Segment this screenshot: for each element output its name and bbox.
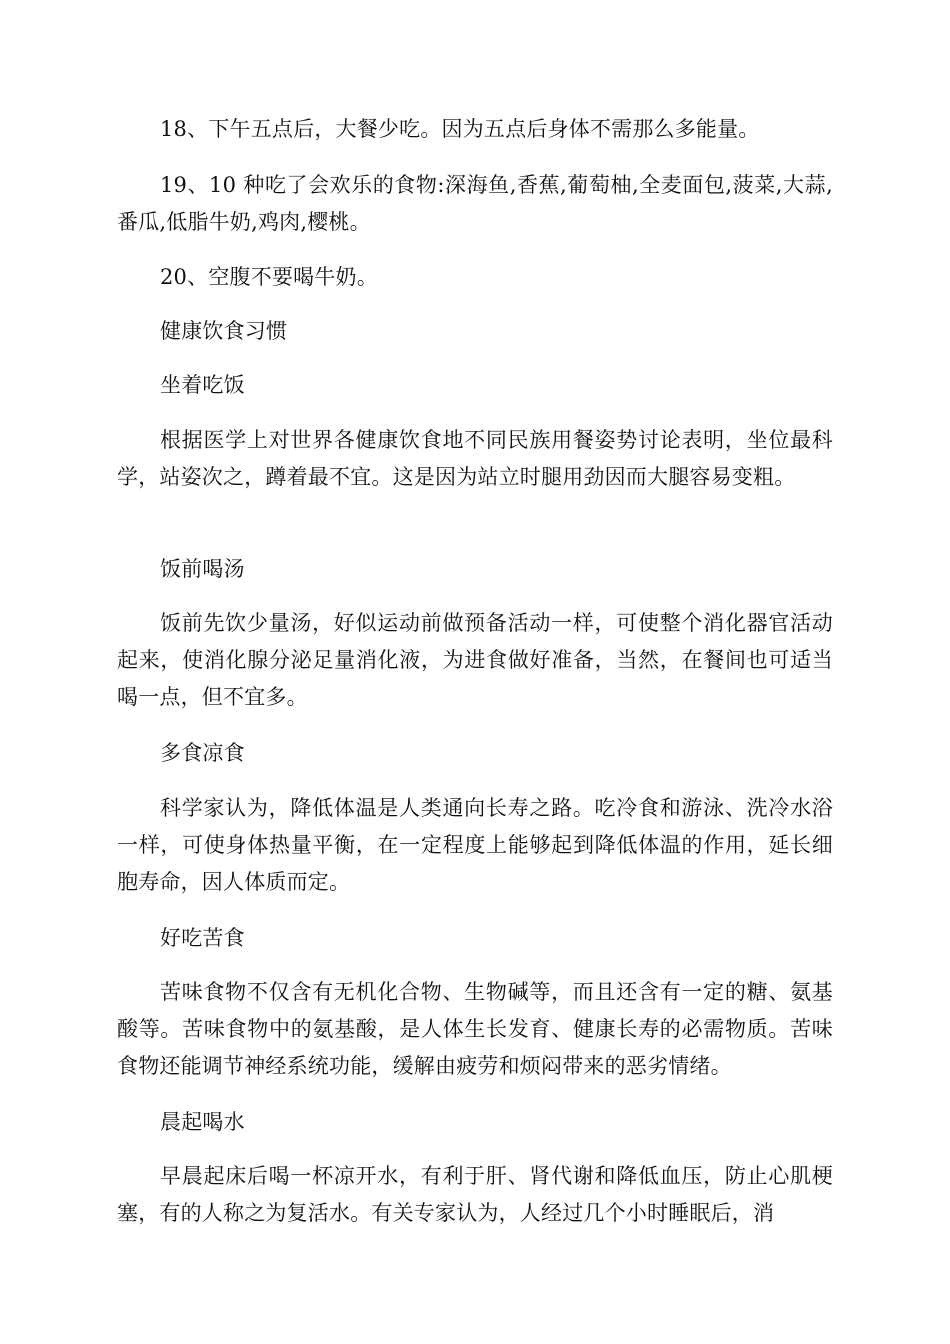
subheading-sit-while-eating: 坐着吃饭	[160, 373, 245, 397]
subheading-bitter-food: 好吃苦食	[160, 926, 245, 950]
section-heading-healthy-habits: 健康饮食习惯	[160, 319, 288, 343]
paragraph-soup-before-meal: 饭前先饮少量汤，好似运动前做预备活动一样，可使整个消化器官活动起来，使消化腺分泌足量消化液，为进食做好准备，当然，在餐间也可适当喝一点，但不宜多。	[117, 611, 833, 709]
subheading-soup-before-meal: 饭前喝汤	[160, 557, 245, 581]
subheading-morning-water: 晨起喝水	[160, 1110, 245, 1134]
paragraph-sit-while-eating: 根据医学上对世界各健康饮食地不同民族用餐姿势讨论表明，坐位最科学，站姿次之，蹲着最不宜。这是因为站立时腿用劲因而大腿容易变粗。	[117, 428, 833, 489]
subheading-cold-food: 多食凉食	[160, 741, 245, 765]
paragraph-cold-food: 科学家认为，降低体温是人类通向长寿之路。吃冷食和游泳、洗冷水浴一样，可使身体热量平衡，在一定程度上能够起到降低体温的作用，延长细胞寿命，因人体质而定。	[117, 796, 833, 894]
paragraph-item-20: 20、空腹不要喝牛奶。	[160, 265, 378, 289]
paragraph-morning-water: 早晨起床后喝一杯凉开水，有利于肝、肾代谢和降低血压，防止心肌梗塞，有的人称之为复活水。有关专家认为，人经过几个小时睡眠后，消	[117, 1164, 833, 1225]
paragraph-item-19: 19、10 种吃了会欢乐的食物:深海鱼,香蕉,葡萄柚,全麦面包,菠菜,大蒜,番瓜,低脂牛奶,鸡肉,樱桃。	[117, 173, 833, 234]
paragraph-bitter-food: 苦味食物不仅含有无机化合物、生物碱等，而且还含有一定的糖、氨基酸等。苦味食物中的氨基酸，是人体生长发育、健康长寿的必需物质。苦味食物还能调节神经系统功能，缓解由疲劳和烦闷带来的恶劣情绪。	[117, 980, 833, 1078]
paragraph-item-18: 18、下午五点后，大餐少吃。因为五点后身体不需那么多能量。	[160, 117, 760, 141]
